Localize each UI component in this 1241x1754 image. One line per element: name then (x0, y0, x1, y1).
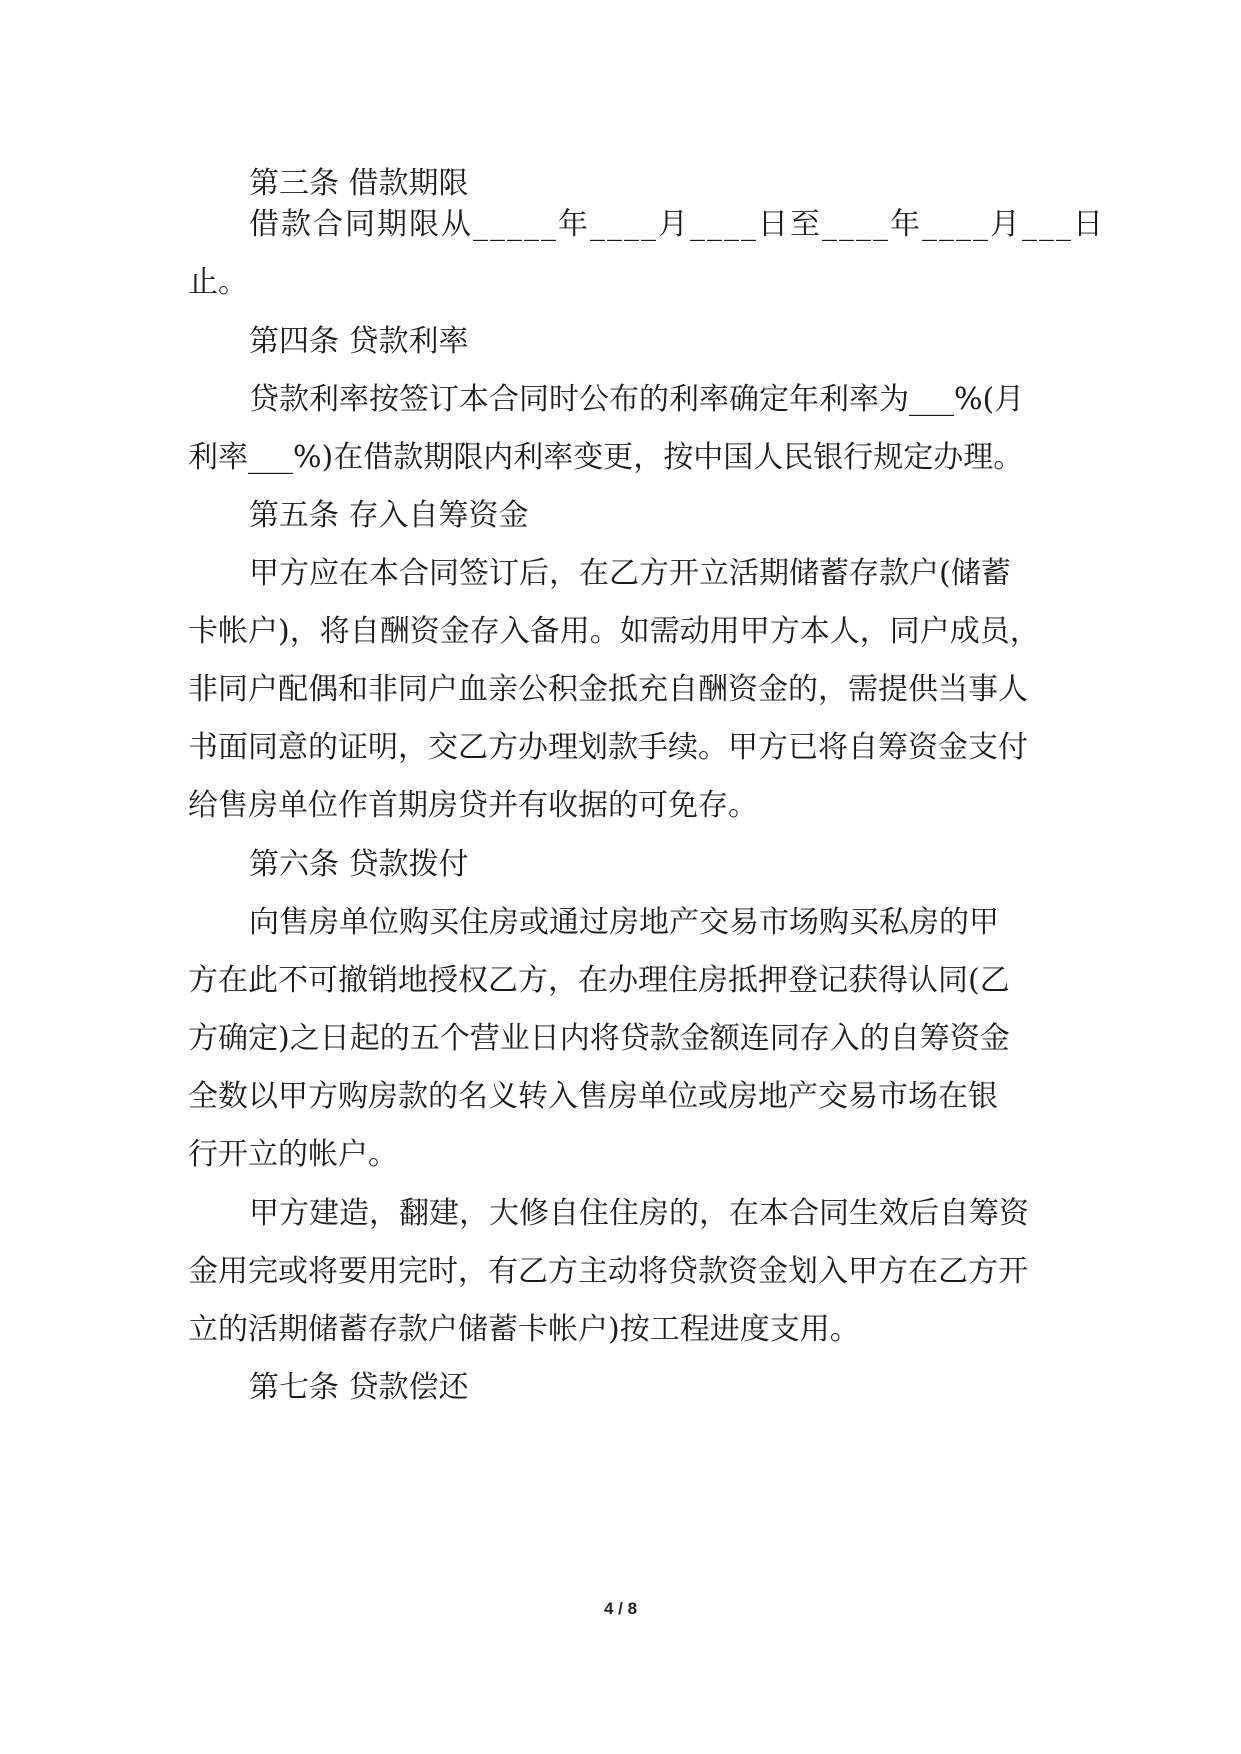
article-5-paragraph-line: 非同户配偶和非同户血亲公积金抵充自酬资金的，需提供当事人 (188, 672, 1028, 707)
article-3-heading: 第三条 借款期限 (249, 166, 469, 201)
article-6-paragraph-line: 全数以甲方购房款的名义转入售房单位或房地产交易市场在银 (188, 1079, 998, 1114)
article-6-paragraph-line: 行开立的帐户。 (188, 1137, 398, 1172)
article-4-heading: 第四条 贷款利率 (249, 324, 469, 359)
article-5-heading: 第五条 存入自筹资金 (249, 498, 529, 533)
article-5-paragraph-line: 卡帐户)，将自酬资金存入备用。如需动用甲方本人，同户成员， (188, 614, 1040, 649)
article-5-paragraph-line: 书面同意的证明，交乙方办理划款手续。甲方已将自筹资金支付 (188, 730, 1028, 765)
page-number: 4 / 8 (603, 1599, 638, 1618)
article-6-paragraph-line: 方确定)之日起的五个营业日内将贷款金额连同存入的自筹资金 (188, 1021, 1010, 1056)
article-5-paragraph-line: 甲方应在本合同签订后，在乙方开立活期储蓄存款户(储蓄 (249, 556, 1011, 591)
article-5-paragraph-line: 给售房单位作首期房贷并有收据的可免存。 (188, 788, 758, 823)
article-3-paragraph-line: 借款合同期限从_____年____月____日至____年____月___日 (249, 207, 1105, 242)
article-3-paragraph-line: 止。 (188, 265, 248, 300)
article-4-paragraph-line: 贷款利率按签订本合同时公布的利率确定年利率为___%(月 (249, 382, 1025, 417)
article-6-paragraph-2-line: 立的活期储蓄存款户储蓄卡帐户)按工程进度支用。 (188, 1312, 860, 1347)
article-6-paragraph-2-line: 金用完或将要用完时，有乙方主动将贷款资金划入甲方在乙方开 (188, 1254, 1028, 1289)
article-6-paragraph-line: 向售房单位购买住房或通过房地产交易市场购买私房的甲 (249, 905, 999, 940)
article-6-paragraph-line: 方在此不可撤销地授权乙方，在办理住房抵押登记获得认同(乙 (188, 963, 1010, 998)
article-4-paragraph-line: 利率___%)在借款期限内利率变更，按中国人民银行规定办理。 (188, 440, 1024, 475)
article-7-heading: 第七条 贷款偿还 (249, 1370, 469, 1405)
article-6-paragraph-2-line: 甲方建造，翻建，大修自住住房的，在本合同生效后自筹资 (249, 1196, 1029, 1231)
article-6-heading: 第六条 贷款拨付 (249, 847, 469, 882)
